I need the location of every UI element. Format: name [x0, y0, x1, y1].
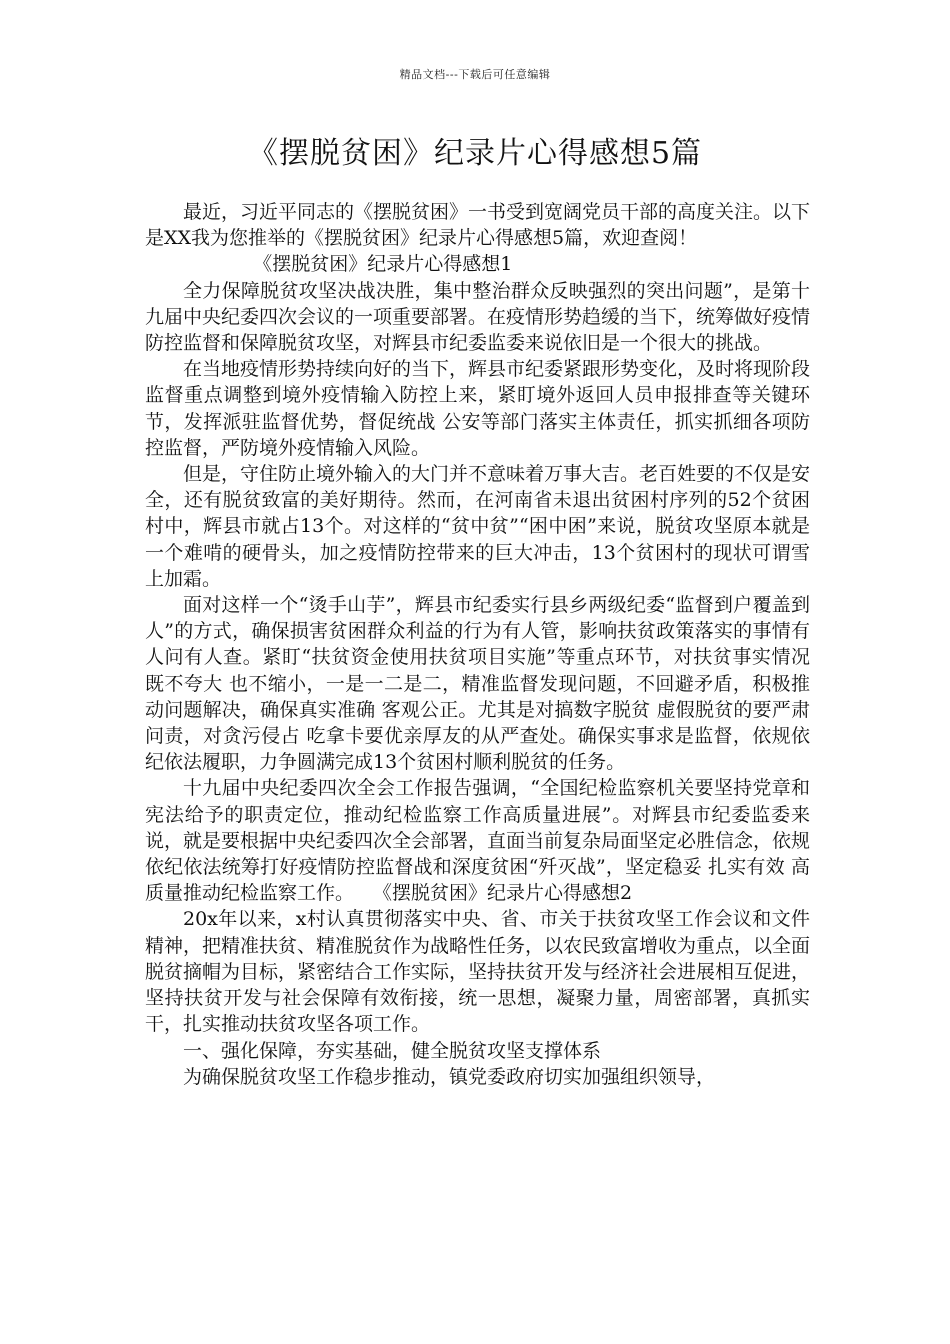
paragraph-intro: 最近，习近平同志的《摆脱贫困》一书受到宽阔党员干部的高度关注。以下是XX我为您推举的《摆脱贫困》纪录片心得感想5篇，欢迎查阅！: [145, 201, 811, 250]
paragraph: 20x年以来，x村认真贯彻落实中央、省、市关于扶贫攻坚工作会议和文件精神，把精准扶贫、精准脱贫作为战略性任务，以农民致富增收为重点，以全面脱贫摘帽为目标，紧密结合工作实际，坚持扶贫开发与经济社会进展相互促进，坚持扶贫开发与社会保障有效衔接，统一思想，凝聚力量，周密部署，真抓实干，扎实推动扶贫攻坚各项工作。: [145, 908, 811, 1036]
paragraph: 为确保脱贫攻坚工作稳步推动，镇党委政府切实加强组织领导，: [183, 1065, 716, 1088]
section-heading-1: 《摆脱贫困》纪录片心得感想1: [253, 253, 513, 276]
header-note: 精品文档---下载后可任意编辑: [399, 68, 551, 81]
section-subheading: 一、强化保障，夯实基础，健全脱贫攻坚支撑体系: [183, 1039, 602, 1062]
document-body: [145, 199, 810, 1090]
paragraph: 面对这样一个“烫手山芋”，辉县市纪委实行县乡两级纪委“监督到户覆盖到人”的方式，确保损害贫困群众利益的行为有人管，影响扶贫政策落实的事情有人问有人查。紧盯“扶贫资金使用扶贫项目实施”等重点环节，对扶贫事实情况既不夸大 也不缩小，一是一二是二，精准监督发现问题，不回避矛盾，积极推动问题解决，确保真实准确 客观公正。尤其是对搞数字脱贫 虚假脱贫的要严肃问责，对贪污侵占 吃拿卡要优亲厚友的从严查处。确保实事求是监督，依规依纪依法履职，力争圆满完成13个贫困村顺利脱贫的任务。: [145, 594, 810, 774]
paragraph: 十九届中央纪委四次全会工作报告强调，“全国纪检监察机关要坚持党章和宪法给予的职责定位，推动纪检监察工作高质量进展”。对辉县市纪委监委来说，就是要根据中央纪委四次全会部署，直面当前复杂局面坚定必胜信念，依规依纪依法统筹打好疫情防控监督战和深度贫困“歼灭战”，坚定稳妥 扎实有效 高质量推动纪检监察工作。 《摆脱贫困》纪录片心得感想2: [145, 777, 811, 905]
paragraph: 全力保障脱贫攻坚决战决胜，集中整治群众反映强烈的突出问题”，是第十九届中央纪委四次会议的一项重要部署。在疫情形势趋缓的当下，统筹做好疫情防控监督和保障脱贫攻坚，对辉县市纪委监委来说依旧是一个很大的挑战。: [145, 279, 811, 355]
document-title: 《摆脱贫困》纪录片心得感想5篇: [247, 136, 703, 171]
paragraph: 但是，守住防止境外输入的大门并不意味着万事大吉。老百姓要的不仅是安全，还有脱贫致富的美好期待。然而，在河南省未退出贫困村序列的52个贫困村中，辉县市就占13个。对这样的“贫中贫”“困中困”来说，脱贫攻坚原本就是一个难啃的硬骨头，加之疫情防控带来的巨大冲击，13个贫困村的现状可谓雪上加霜。: [145, 463, 811, 590]
paragraph: 在当地疫情形势持续向好的当下，辉县市纪委紧跟形势变化，及时将现阶段监督重点调整到境外疫情输入防控上来，紧盯境外返回人员申报排查等关键环节，发挥派驻监督优势，督促统战 公安等部门落实主体责任，抓实抓细各项防控监督，严防境外疫情输入风险。: [145, 358, 811, 459]
